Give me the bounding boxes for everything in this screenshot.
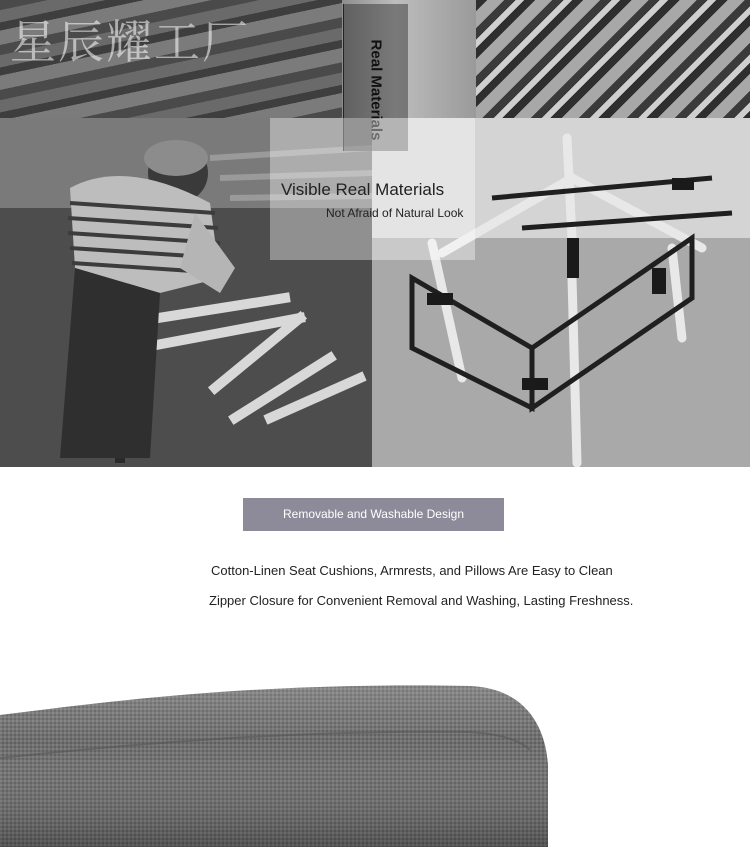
brand-watermark: 星辰耀工厂 [10,15,250,69]
gray-linen-cushion-photo [0,680,560,847]
wood-planks-photo [476,0,750,118]
real-materials-text: Real Materials [367,39,385,141]
removable-washable-design-label: Removable and Washable Design [243,498,504,531]
cleaning-feature-text: Cotton-Linen Seat Cushions, Armrests, and Pillows Are Easy to Clean [211,563,613,578]
visible-materials-title: Visible Real Materials [281,180,445,199]
visible-materials-subtitle: Not Afraid of Natural Look [326,206,464,220]
zipper-feature-text: Zipper Closure for Convenient Removal and Washing, Lasting Freshness. [209,593,634,608]
